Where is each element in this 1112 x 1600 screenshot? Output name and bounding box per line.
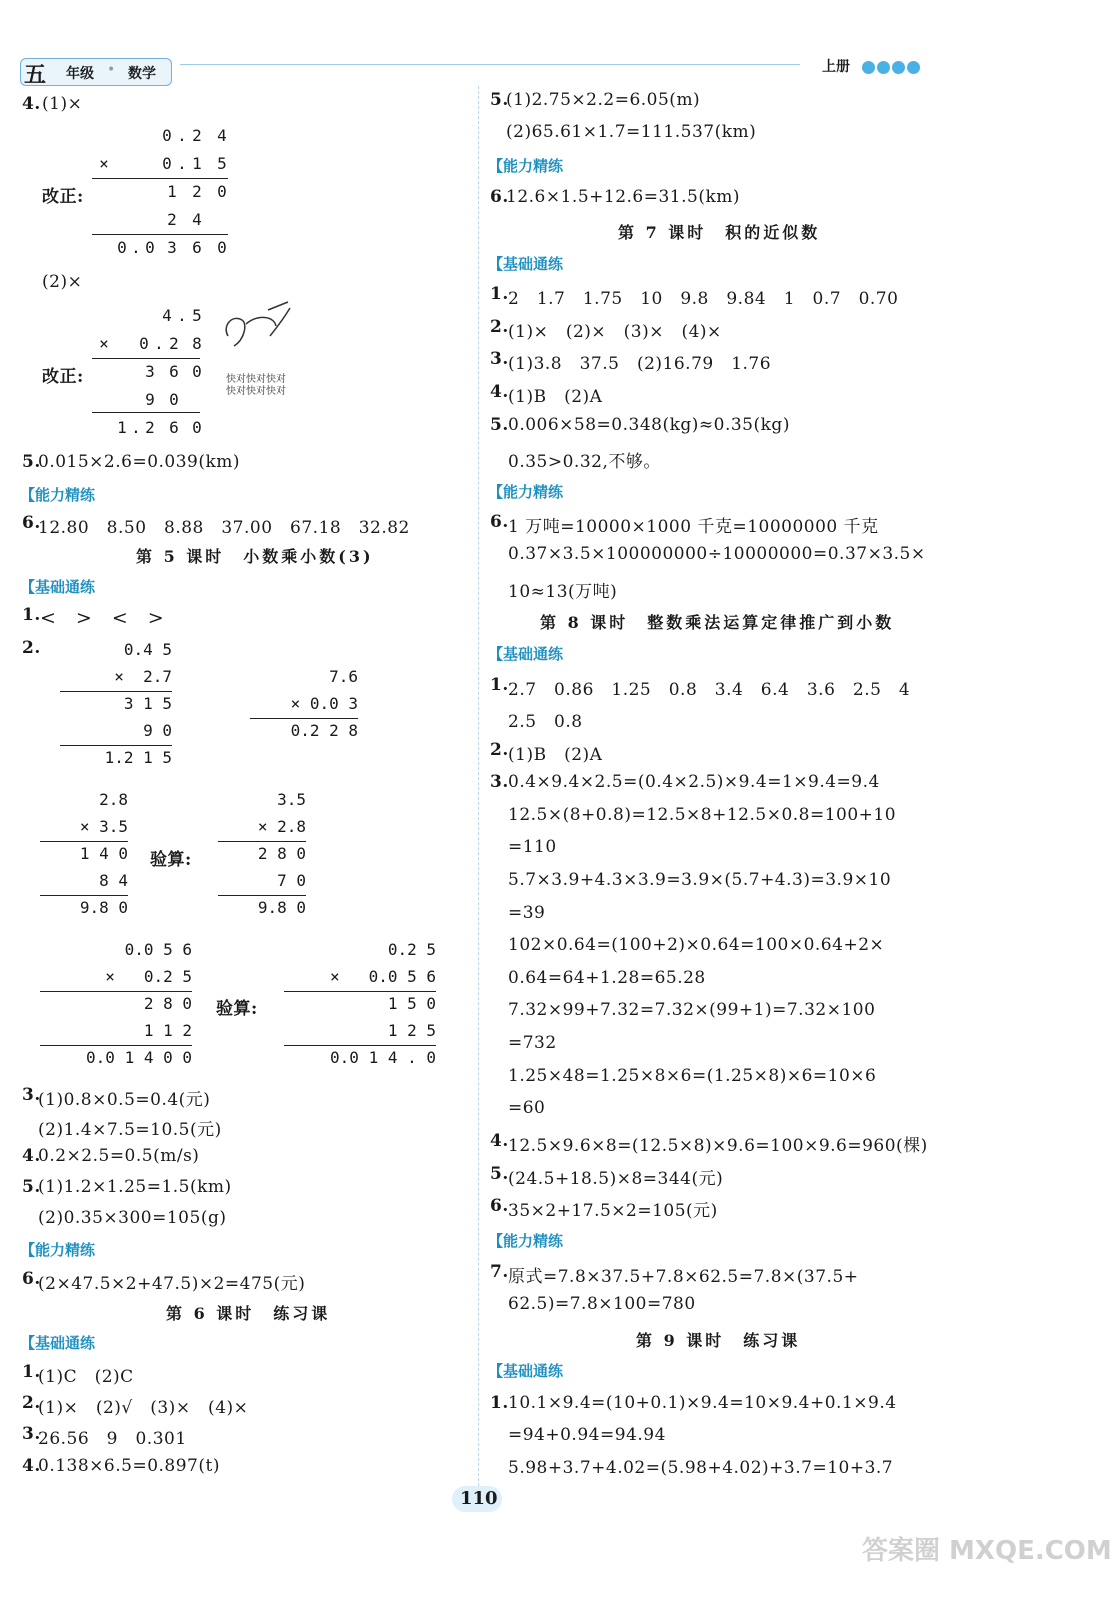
check-label: 验算: [150, 850, 192, 870]
calc-row: 0.4 5 [104, 640, 172, 659]
calc-row: 0.0 1 4 . 0 [330, 1048, 436, 1067]
q4-part2: (2)× [42, 272, 83, 292]
calc-rule [92, 234, 228, 235]
calc-rule [284, 991, 436, 992]
q4-number: 4. [22, 94, 41, 114]
r7-q1-text: 2 1.7 1.75 10 9.8 9.84 1 0.7 0.70 [508, 289, 899, 309]
page-number: 110 [460, 1488, 498, 1509]
check-label: 验算: [216, 999, 258, 1019]
calc-row: 1 4 0 [79, 844, 128, 863]
r8-q1-text: 2.7 0.86 1.25 0.8 3.4 6.4 3.6 2.5 4 [508, 680, 911, 700]
calc-digit: 0 [217, 182, 227, 201]
calc-digit: 4 [162, 306, 172, 325]
lesson9-title: 第 9 课时 练习课 [636, 1331, 801, 1350]
r-q5-number: 5. [490, 90, 509, 110]
calc-digit: 0 [192, 418, 202, 437]
r8-q3-line: 0.4×9.4×2.5=(0.4×2.5)×9.4=1×9.4=9.4 [508, 772, 880, 792]
watermark-text: 快对快对快对 [226, 386, 286, 397]
calc-rule [40, 841, 128, 842]
calc-digit: 4 [217, 126, 227, 145]
calc-row: 3 1 5 [104, 694, 172, 713]
calc-rule [218, 895, 306, 896]
calc-digit: 2 [192, 126, 202, 145]
calc-row: 8 4 [99, 871, 128, 890]
section-ability: 【能力精练 [488, 1232, 564, 1250]
r8-q2-number: 2. [490, 740, 509, 760]
calc-row: 0.0 1 4 0 0 [86, 1048, 192, 1067]
calc-digit: 3 [145, 362, 155, 381]
r8-q3-line: 102×0.64=(100+2)×0.64=100×0.64+2× [508, 935, 885, 955]
r7-q1-number: 1. [490, 284, 509, 304]
lesson6-title: 第 6 课时 练习课 [166, 1304, 331, 1323]
calc-digit: 6 [169, 418, 179, 437]
r8-q4-number: 4. [490, 1131, 509, 1151]
calc-row: 7.6 [309, 667, 358, 686]
r8-q3-line: =110 [508, 837, 557, 857]
q4b-text: 0.2×2.5=0.5(m/s) [38, 1146, 200, 1166]
calc-digit: . [177, 306, 187, 325]
r7-q6-line3: 10≈13(万吨) [508, 582, 618, 602]
calc-digit: 5 [192, 306, 202, 325]
calc-digit: . [131, 418, 141, 437]
calc-row: 1 5 0 [368, 994, 436, 1013]
r7-q3-number: 3. [490, 349, 509, 369]
section-basic: 【基础通练 [20, 1334, 96, 1352]
calc-row: 3.5 [257, 790, 306, 809]
r8-q6-text: 35×2+17.5×2=105(元) [508, 1201, 718, 1221]
column-divider [478, 86, 479, 1486]
section-ability: 【能力精练 [20, 486, 96, 504]
calc-digit: 2 [169, 334, 179, 353]
q6-text: 12.80 8.50 8.88 37.00 67.18 32.82 [38, 518, 410, 538]
calc-row: × 2.7 [114, 667, 172, 686]
r8-q6-number: 6. [490, 1196, 509, 1216]
section-basic: 【基础通练 [488, 1362, 564, 1380]
q3-part1: (1)0.8×0.5=0.4(元) [38, 1090, 211, 1110]
l6-q2-text: (1)× (2)√ (3)× (4)× [38, 1398, 249, 1418]
r7-q6-line1: 1 万吨=10000×1000 千克=10000000 千克 [508, 517, 879, 537]
q4b-number: 4. [22, 1146, 41, 1166]
calc-row: 1.2 1 5 [104, 748, 172, 767]
calc-rule [92, 412, 200, 413]
r7-q6-line2: 0.37×3.5×100000000÷10000000=0.37×3.5× [508, 544, 926, 564]
calc-row: 2 8 0 [257, 844, 306, 863]
calc-row: × 0.0 3 [290, 694, 358, 713]
r8-q3-line: 1.25×48=1.25×8×6=(1.25×8)×6=10×6 [508, 1066, 877, 1086]
calc-digit: 2 [192, 182, 202, 201]
l6-q2-number: 2. [22, 1393, 41, 1413]
calc-row: × 3.5 [79, 817, 128, 836]
calc-digit: 0 [169, 390, 179, 409]
q3-part2: (2)1.4×7.5=10.5(元) [38, 1120, 222, 1140]
calc-digit: . [177, 154, 187, 173]
calc-digit: . [131, 238, 141, 257]
calc-rule [40, 895, 128, 896]
calc-rule [250, 718, 358, 719]
r8-q4-text: 12.5×9.6×8=(12.5×8)×9.6=100×9.6=960(棵) [508, 1136, 928, 1156]
calc-digit: 3 [167, 238, 177, 257]
calc-rule [92, 358, 200, 359]
calc-row: 0.2 2 8 [290, 721, 358, 740]
q1-number: 1. [22, 605, 41, 625]
r-q5-part1: (1)2.75×2.2=6.05(m) [506, 90, 701, 110]
calc-row: × 0.0 5 6 [330, 967, 436, 986]
calc-digit: . [177, 126, 187, 145]
brand-logo-icon [860, 57, 920, 76]
calc-digit: 1 [117, 418, 127, 437]
r8-q1-text2: 2.5 0.8 [508, 712, 583, 732]
calc-digit: . [154, 334, 164, 353]
r8-q5-text: (24.5+18.5)×8=344(元) [508, 1169, 724, 1189]
r8-q7-number: 7. [490, 1262, 509, 1282]
calc-digit: 8 [192, 334, 202, 353]
r7-q5-text: 0.006×58=0.348(kg)≈0.35(kg) [508, 415, 790, 435]
q6-number: 6. [22, 513, 41, 533]
watermark-text: 快对快对快对 [226, 374, 286, 385]
l6-q4-text: 0.138×6.5=0.897(t) [38, 1456, 220, 1476]
lesson7-title: 第 7 课时 积的近似数 [618, 223, 821, 242]
r9-q1-line: 5.98+3.7+4.02=(5.98+4.02)+3.7=10+3.7 [508, 1458, 894, 1478]
subject-label: 数学 [128, 66, 156, 82]
watermark-logo: 答案圈 MXQE.COM [862, 1536, 1112, 1566]
r7-q4-number: 4. [490, 382, 509, 402]
calc-digit: 1 [192, 154, 202, 173]
q4-part1: (1)× [42, 94, 83, 114]
l6-q4-number: 4. [22, 1456, 41, 1476]
calc-row: 0.2 5 [368, 940, 436, 959]
calc-row: 0.0 5 6 [105, 940, 192, 959]
section-basic: 【基础通练 [488, 255, 564, 273]
q2-number: 2. [22, 638, 41, 658]
r8-q3-line: 12.5×(8+0.8)=12.5×8+12.5×0.8=100+10 [508, 805, 897, 825]
fix-label: 改正: [42, 367, 84, 387]
r9-q1-number: 1. [490, 1393, 509, 1413]
calc-digit: 4 [192, 210, 202, 229]
l6-q1-text: (1)C (2)C [38, 1367, 134, 1387]
q6b-text: (2×47.5×2+47.5)×2=475(元) [38, 1274, 306, 1294]
l6-q3-text: 26.56 9 0.301 [38, 1429, 187, 1449]
calc-row: 2.8 [79, 790, 128, 809]
r7-q3-text: (1)3.8 37.5 (2)16.79 1.76 [508, 354, 772, 374]
r8-q3-line: 7.32×99+7.32=7.32×(99+1)=7.32×100 [508, 1000, 876, 1020]
calc-digit: 0 [217, 238, 227, 257]
q5-number: 5. [22, 452, 41, 472]
calc-digit: 0 [162, 126, 172, 145]
scribble-mark-icon [218, 296, 298, 366]
r8-q1-number: 1. [490, 675, 509, 695]
calc-digit: 0 [192, 362, 202, 381]
r7-q4-text: (1)B (2)A [508, 387, 603, 407]
calc-digit: 6 [192, 238, 202, 257]
calc-row: 2 8 0 [124, 994, 192, 1013]
calc-digit: 2 [167, 210, 177, 229]
calc-row: 9.8 0 [79, 898, 128, 917]
r8-q3-number: 3. [490, 772, 509, 792]
calc-digit: 0 [145, 238, 155, 257]
calc-rule [284, 1045, 436, 1046]
q1-text: < > < > [40, 607, 165, 629]
calc-row: 7 0 [277, 871, 306, 890]
calc-rule [60, 691, 172, 692]
header-rule [180, 64, 800, 65]
r8-q2-text: (1)B (2)A [508, 745, 603, 765]
r7-q5-note: 0.35>0.32,不够。 [508, 452, 661, 472]
r8-q7-line2: 62.5)=7.8×100=780 [508, 1294, 696, 1314]
calc-row: 1 2 5 [387, 1021, 436, 1040]
calc-rule [60, 745, 172, 746]
calc-row: × 0.2 5 [105, 967, 192, 986]
q5b-part1: (1)1.2×1.25=1.5(km) [38, 1177, 232, 1197]
fix-label: 改正: [42, 187, 84, 207]
r7-q2-number: 2. [490, 317, 509, 337]
calc-digit: 2 [145, 418, 155, 437]
calc-row: 9.8 0 [257, 898, 306, 917]
calc-rule [218, 841, 306, 842]
q3-number: 3. [22, 1085, 41, 1105]
dot-separator-icon: • [107, 62, 116, 78]
grade-label: 年级 [66, 66, 94, 82]
r9-q1-line: 10.1×9.4=(10+0.1)×9.4=10×9.4+0.1×9.4 [508, 1393, 897, 1413]
r9-q1-line: =94+0.94=94.94 [508, 1425, 666, 1445]
r-q5-part2: (2)65.61×1.7=111.537(km) [506, 122, 757, 142]
lesson5-title: 第 5 课时 小数乘小数(3) [136, 547, 374, 566]
r-q6-number: 6. [490, 187, 509, 207]
r7-q6-number: 6. [490, 512, 509, 532]
grade-number: 五 [24, 62, 47, 88]
calc-rule [40, 1045, 192, 1046]
calc-digit: 0 [117, 238, 127, 257]
section-ability: 【能力精练 [488, 483, 564, 501]
r8-q3-line: 0.64=64+1.28=65.28 [508, 968, 706, 988]
calc-rule [40, 991, 192, 992]
r8-q3-line: 5.7×3.9+4.3×3.9=3.9×(5.7+4.3)=3.9×10 [508, 870, 892, 890]
calc-digit: 1 [167, 182, 177, 201]
r-q6-text: 12.6×1.5+12.6=31.5(km) [506, 187, 741, 207]
r8-q3-line: =732 [508, 1033, 557, 1053]
calc-digit: 6 [169, 362, 179, 381]
section-basic: 【基础通练 [20, 578, 96, 596]
r7-q2-text: (1)× (2)× (3)× (4)× [508, 322, 722, 342]
r8-q7-line1: 原式=7.8×37.5+7.8×62.5=7.8×(37.5+ [508, 1267, 859, 1287]
calc-digit: 5 [217, 154, 227, 173]
r8-q3-line: =60 [508, 1098, 546, 1118]
calc-rule [92, 178, 228, 179]
q5b-number: 5. [22, 1177, 41, 1197]
calc-digit: 0 [162, 154, 172, 173]
calc-digit: 0 [139, 334, 149, 353]
calc-digit: × [99, 334, 109, 353]
calc-digit: 9 [145, 390, 155, 409]
calc-digit: × [99, 154, 109, 173]
calc-row: 1 1 2 [143, 1021, 192, 1040]
l6-q3-number: 3. [22, 1424, 41, 1444]
calc-row: × 2.8 [257, 817, 306, 836]
volume-label: 上册 [822, 59, 850, 75]
r7-q5-number: 5. [490, 415, 509, 435]
section-ability: 【能力精练 [488, 157, 564, 175]
section-basic: 【基础通练 [488, 645, 564, 663]
calc-row: 9 0 [123, 721, 172, 740]
q5-text: 0.015×2.6=0.039(km) [38, 452, 241, 472]
section-ability: 【能力精练 [20, 1241, 96, 1259]
r8-q3-line: =39 [508, 903, 546, 923]
q6b-number: 6. [22, 1269, 41, 1289]
lesson8-title: 第 8 课时 整数乘法运算定律推广到小数 [540, 613, 895, 632]
l6-q1-number: 1. [22, 1362, 41, 1382]
r8-q5-number: 5. [490, 1164, 509, 1184]
q5b-part2: (2)0.35×300=105(g) [38, 1208, 227, 1228]
